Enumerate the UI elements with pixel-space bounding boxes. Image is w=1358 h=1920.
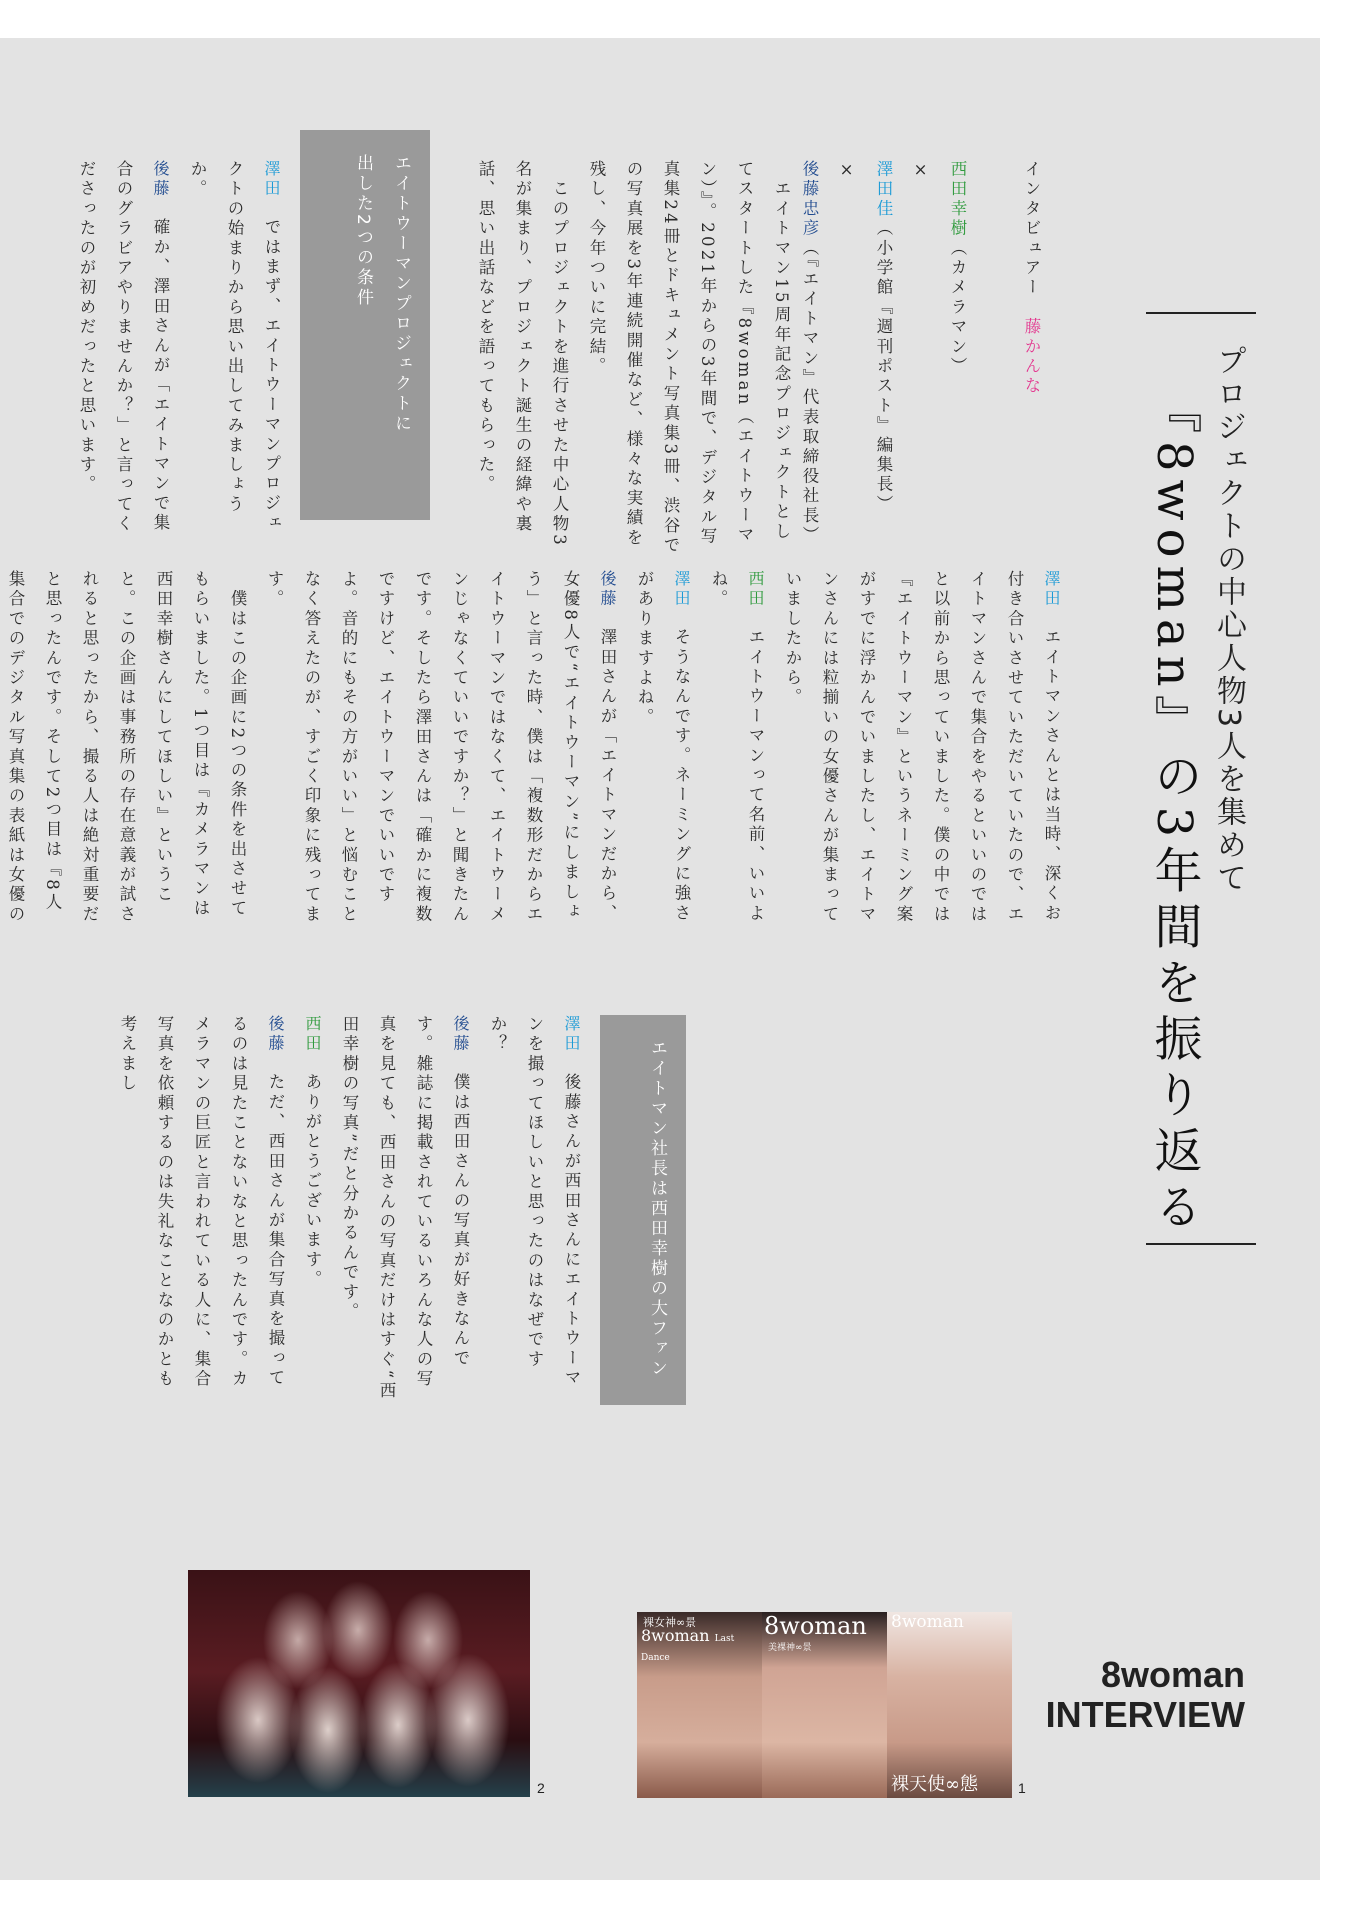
section-heading-1: エイトウーマンプロジェクトに 出した2つの条件	[300, 130, 430, 520]
brand-line-1: 8woman	[1100, 1654, 1245, 1695]
cross-mark: ×	[837, 160, 856, 183]
title-subheading: プロジェクトの中心人物3人を集めて	[1211, 345, 1246, 896]
cover-2	[762, 1612, 887, 1798]
participant-sawada: 澤田佳	[874, 160, 893, 220]
cover-3	[887, 1612, 1012, 1798]
credits: インタビュアー 藤かんな 西田幸樹（カメラマン） × 澤田佳（小学館『週刊ポスト』編集長） × 後藤忠彦（『エイトマン』代表取締役社長）	[800, 160, 1041, 546]
cover-2-sub: 美裸神∞景	[768, 1643, 812, 1653]
brand-line-2: INTERVIEW	[1045, 1694, 1245, 1735]
intro-paragraph: エイトマン15周年記念プロジェクトとしてスタートした『8woman（エイトウーマン）』。2021年からの3年間で、デジタル写真集24冊とドキュメント写真集3冊、渋谷での写真展を3年連続開催など、様々な実績を残し、今年ついに完結。 このプロジェクトを進行させた中心人物3名が集まり、プロジェクト誕生の経緯や裏話、思い出話などを語ってもらった。	[476, 160, 791, 556]
cover-3-bottom: 裸天使∞態	[891, 1774, 978, 1795]
page-title: 『8woman』の3年間を振り返る	[1146, 385, 1202, 1238]
interviewer-name: 藤かんな	[1022, 317, 1041, 397]
cover-1-title: 8woman Last Dance	[641, 1626, 735, 1663]
interviewer-label: インタビュアー	[1022, 160, 1041, 298]
section-heading-2: エイトマン社長は西田幸樹の大ファン	[600, 1015, 686, 1405]
title-rule-bottom	[1146, 1243, 1256, 1245]
photo-caption-1: 1	[1018, 1780, 1026, 1796]
dialogue-lower: 澤田 後藤さんが西田さんにエイトウーマンを撮ってほしいと思ったのはなぜですか？ 後藤 僕は西田さんの写真が好きなんです。雑誌に掲載されているいろんな人の写真を見ても、西田さんの写真だけはすぐ“西田幸樹の写真”だと分かるんです。 西田 ありがとうございます。 後藤 ただ、西田さんが集合写真を撮ってるのは見たことないなと思ったんです。カメラマンの巨匠と言われている人に、集合写真を依頼するのは失礼なことなのかとも考えまし	[118, 1015, 581, 1401]
group-photo	[188, 1570, 530, 1797]
participant-goto: 後藤忠彦	[800, 160, 819, 239]
photo-caption-2: 2	[537, 1780, 545, 1796]
section-brand	[1040, 1655, 1245, 1735]
dialogue-middle: 澤田 エイトマンさんとは当時、深くお付き合いさせていただいていたので、エイトマンさんで集合をやるといいのではと以前から思っていました。僕の中では『エイトウーマン』というネーミング案がすでに浮かんでいましたし、エイトマンさんには粒揃いの女優さんが集まっていましたから。 西田 エイトウーマンって名前、いいよね。 澤田 そうなんです。ネーミングに強さがありますよね。 後藤 澤田さんが「エイトマンだから、女優8人で“エイトウーマン”にしましょう」と言った時、僕は「複数形だからエイトウーマンではなくて、エイトウーメンじゃなくていいですか？」と聞きたんです。そしたら澤田さんは「確かに複数ですけど、エイトウーマンでいいですよ。音的にもその方がいい」と悩むことなく答えたのが、すごく印象に残ってます。 僕はこの企画に2つの条件を出させてもらいました。1つ目は『カメラマンは西田幸樹さんにしてほしい』ということ。この企画は事務所の存在意義が試されると思ったから、撮る人は絶対重要だと思ったんです。そして2つ目は『8人集合でのデジタル写真集の表紙は女優の	[6, 570, 1061, 925]
cover-1	[637, 1612, 762, 1798]
dialogue-upper-left: 澤田 ではまず、エイトウーマンプロジェクトの始まりから思い出してみましょうか。 後藤 確か、澤田さんが「エイトマンで集合のグラビアやりませんか？」と言ってくださったのが初めだったと思います。	[77, 160, 281, 535]
cover-1-top: 裸女神∞景	[643, 1616, 697, 1629]
cover-3-title: 8woman	[891, 1612, 964, 1632]
cover-collage	[637, 1612, 1012, 1798]
participant-nishida: 西田幸樹	[948, 160, 967, 239]
cross-mark: ×	[911, 160, 930, 183]
title-rule-top	[1146, 312, 1256, 314]
cover-2-title: 8woman	[764, 1612, 867, 1640]
